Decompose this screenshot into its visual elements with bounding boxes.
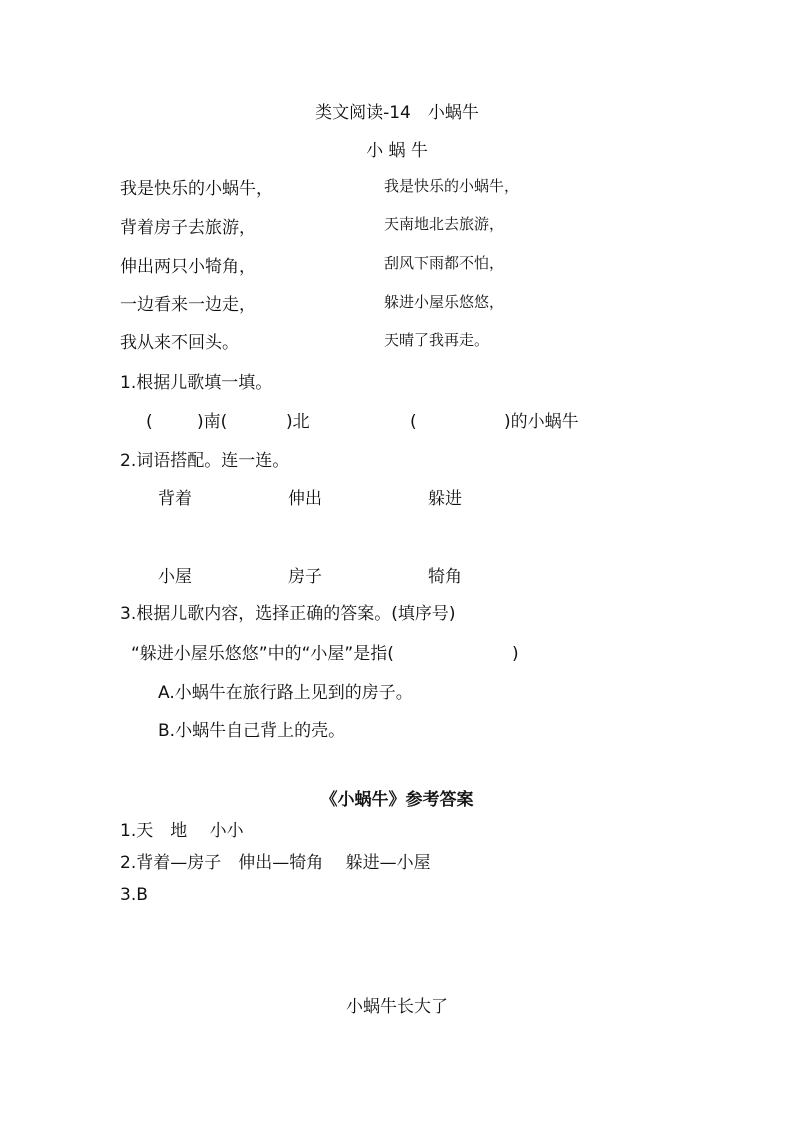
poem-left-line: 我从来不回头。: [120, 333, 239, 353]
answer-3: 3.B: [120, 885, 148, 905]
match-bottom-word: 房子: [288, 567, 322, 587]
poem-left-line: 伸出两只小犄角，: [120, 257, 256, 277]
poem-left-line: 背着房子去旅游，: [120, 218, 256, 238]
poem-right-line: 刮风下雨都不怕，: [384, 254, 505, 272]
answer-1: 1.天 地 小小: [120, 821, 244, 841]
poem-right-line: 天南地北去旅游，: [384, 215, 505, 233]
poem-left-line: 一边看来一边走，: [120, 295, 256, 315]
match-top-word: 背着: [158, 489, 192, 509]
q1-blank-1-close: )南(: [197, 412, 228, 432]
q1-blank-3-open: (: [410, 412, 417, 432]
poem-right-line: 天晴了我再走。: [384, 331, 490, 349]
question-3-title: 3.根据儿歌内容，选择正确的答案。(填序号): [120, 604, 456, 624]
question-2-title: 2.词语搭配。连一连。: [120, 451, 290, 471]
match-top-word: 躲进: [428, 489, 462, 509]
next-section-title: 小蜗牛长大了: [346, 997, 448, 1017]
q3-question-text: “躲进小屋乐悠悠”中的“小屋”是指(: [131, 644, 394, 664]
answer-2: 2.背着—房子 伸出—犄角 躲进—小屋: [120, 853, 431, 873]
q3-option-b: B.小蜗牛自己背上的壳。: [158, 721, 346, 741]
poem-left-line: 我是快乐的小蜗牛，: [120, 179, 273, 199]
answer-key-title: 《小蜗牛》参考答案: [320, 790, 474, 810]
q1-blank-3-close: )的小蜗牛: [504, 412, 579, 432]
match-bottom-word: 小屋: [158, 567, 192, 587]
q1-blank-1-open: (: [146, 412, 153, 432]
poem-title: 小 蜗 牛: [366, 141, 428, 161]
page-title: 类文阅读-14 小蜗牛: [315, 103, 479, 123]
question-1-title: 1.根据儿歌填一填。: [120, 373, 273, 393]
match-top-word: 伸出: [288, 489, 322, 509]
q1-blank-2-close: )北: [286, 412, 310, 432]
poem-right-line: 我是快乐的小蜗牛，: [384, 177, 520, 195]
q3-option-a: A.小蜗牛在旅行路上见到的房子。: [158, 683, 413, 703]
poem-right-line: 躲进小屋乐悠悠，: [384, 293, 505, 311]
match-bottom-word: 犄角: [428, 567, 462, 587]
q3-question-close: ): [512, 644, 519, 664]
